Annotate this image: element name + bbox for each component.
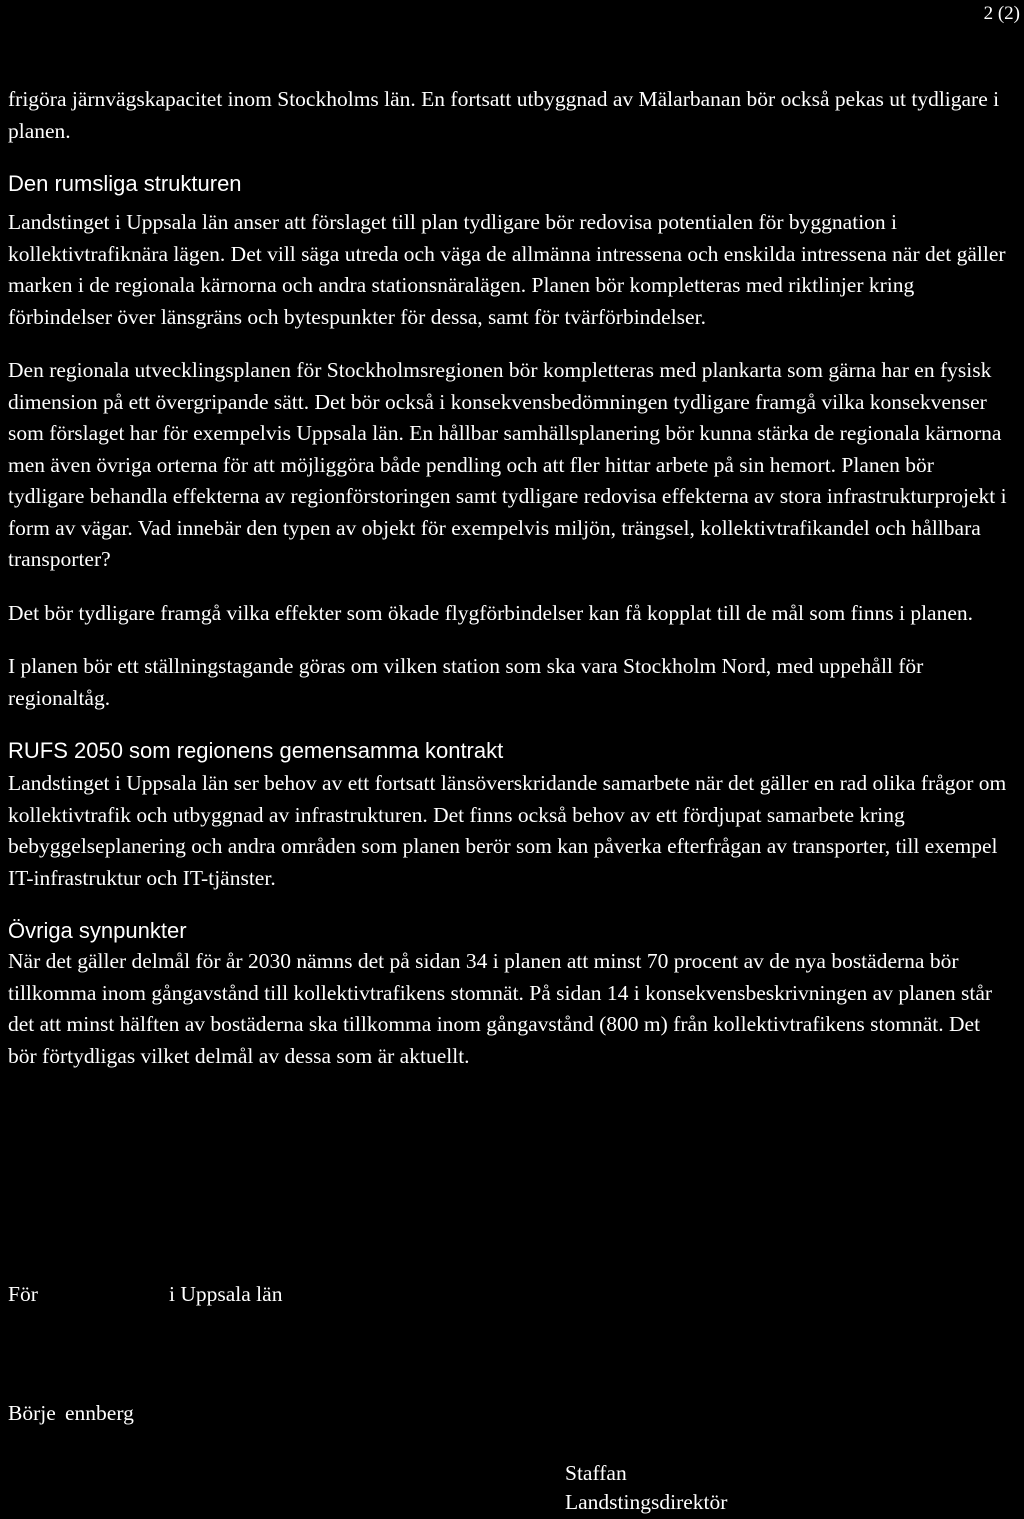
intro-paragraph: frigöra järnvägskapacitet inom Stockholms län. En fortsatt utbyggnad av Mälarbanan bör också pekas ut tydligare i planen. [8, 87, 1000, 143]
heading-ovriga-synpunkter: Övriga synpunkter [8, 918, 187, 943]
signer-right [565, 1459, 727, 1517]
document-body [8, 84, 1013, 1072]
signer-left-last-name: ennberg [65, 1401, 134, 1425]
signoff-organisation: i Uppsala län [169, 1282, 283, 1306]
rumsliga-paragraph-1: Landstinget i Uppsala län anser att förslaget till plan tydligare bör redovisa potentialen för byggnation i kollektivtrafiknära lägen. Det vill säga utreda och väga de allmänna intressena och enskilda intressena när det gäller marken i de regionala kärnorna och andra stationsnäralägen. Planen bör kompletteras med riktlinjer kring förbindelser över länsgräns och bytespunkter för dessa, samt för tvärförbindelser. [8, 210, 1006, 329]
page-number: 2 (2) [983, 3, 1020, 24]
signoff-for-word: För [8, 1282, 38, 1306]
signer-left [8, 1398, 134, 1430]
rumsliga-paragraph-3: Det bör tydligare framgå vilka effekter som ökade flygförbindelser kan få kopplat till de mål som finns i planen. [8, 600, 974, 625]
rufs-paragraph: Landstinget i Uppsala län ser behov av ett fortsatt länsöverskridande samarbete när det gäller en rad olika frågor om kollektivtrafik och utbyggnad av infrastrukturen. Det finns också behov av ett fördjupat samarbete kring bebyggelseplanering och andra områden som planen berör som kan påverka efterfrågan av transporter, till exempel IT-infrastruktur och IT-tjänster. [8, 771, 1007, 890]
rumsliga-paragraph-2: Den regionala utvecklingsplanen för Stockholmsregionen bör kompletteras med plankarta som gärna har en fysisk dimension på ett övergripande sätt. Det bör också i konsekvensbedömningen tydligare framgå vilka konsekvenser som förslaget har för exempelvis Uppsala län. En hållbar samhällsplanering bör kunna stärka de regionala kärnorna men även övriga orterna för att möjliggöra både pendling och att fler hittar arbete på sin hemort. Planen bör tydligare behandla effekterna av regionförstoringen samt tydligare redovisa effekterna av stora infrastrukturprojekt i form av vägar. Vad innebär den typen av objekt för exempelvis miljön, trängsel, kollektivtrafikandel och hållbara transporter? [8, 358, 1007, 571]
signoff-organisation-line [8, 1279, 282, 1311]
signer-right-name: Staffan [565, 1461, 627, 1485]
rumsliga-paragraph-4: I planen bör ett ställningstagande göras om vilken station som ska vara Stockholm Nord, med uppehåll för regionaltåg. [8, 654, 924, 710]
signer-right-title: Landstingsdirektör [565, 1490, 728, 1514]
heading-rufs-2050: RUFS 2050 som regionens gemensamma kontrakt [8, 738, 504, 763]
signer-left-first-name: Börje [8, 1401, 56, 1425]
heading-rumsliga-strukturen: Den rumsliga strukturen [8, 171, 242, 196]
ovriga-paragraph: När det gäller delmål för år 2030 nämns det på sidan 34 i planen att minst 70 procent av de nya bostäderna bör tillkomma inom gångavstånd till kollektivtrafikens stomnät. På sidan 14 i konsekvensbeskrivningen av planen står det att minst hälften av bostäderna ska tillkomma inom gångavstånd (800 m) från kollektivtrafikens stomnät. Det bör förtydligas vilket delmål av dessa som är aktuellt. [8, 949, 993, 1068]
